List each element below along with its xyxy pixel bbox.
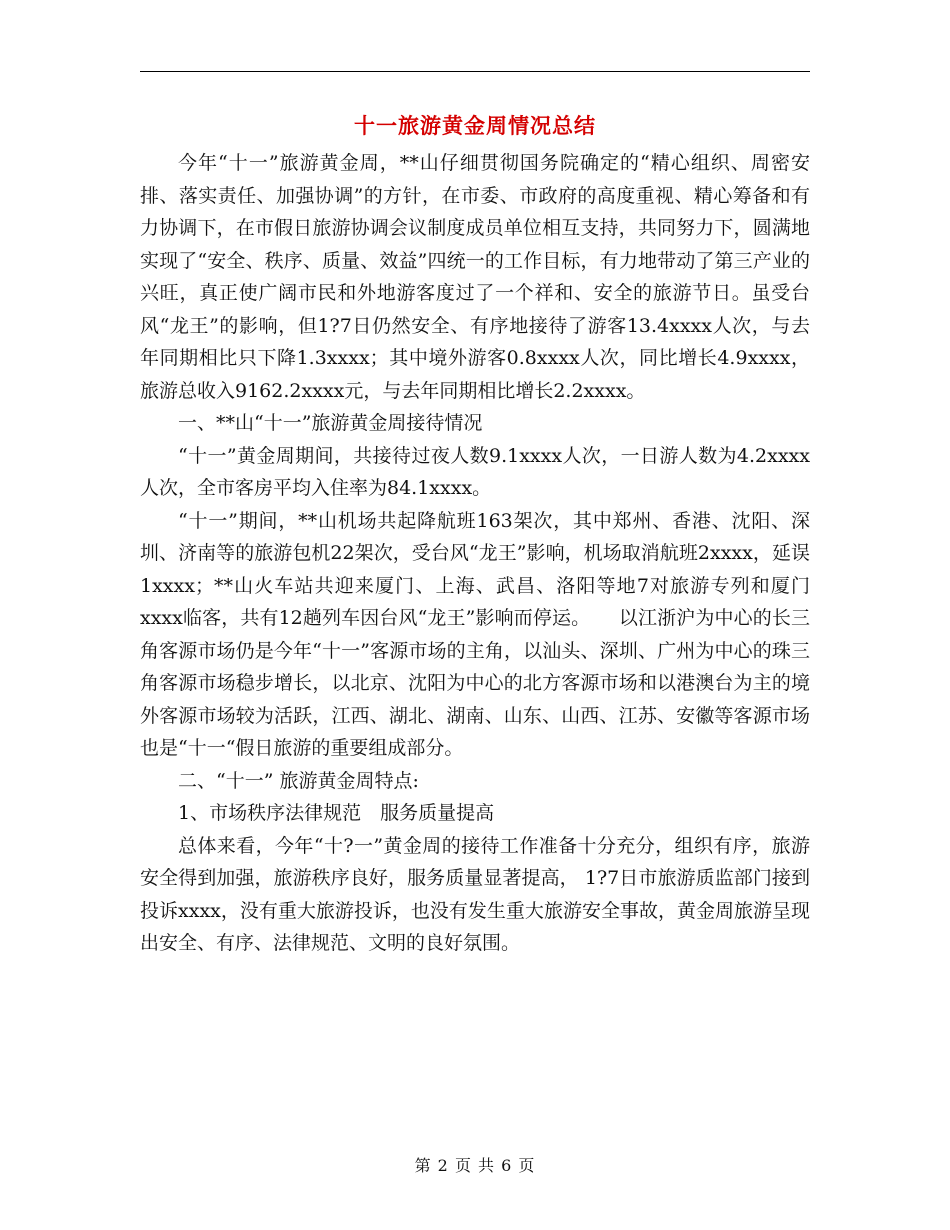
document-title: 十一旅游黄金周情况总结 [354,113,596,138]
header-rule [140,71,810,72]
paragraph-summary: 总体来看，今年“十?一”黄金周的接待工作准备十分充分，组织有序，旅游安全得到加强，旅游秩序良好，服务质量显著提高， 1?7日市旅游质监部门接到投诉xxxx，没有重大旅游投诉，也没有发生重大旅游安全事故，黄金周旅游呈现出安全、有序、法律规范、文明的良好氛围。 [140,834,810,954]
paragraph-reception: “十一”黄金周期间，共接待过夜人数9.1xxxx人次，一日游人数为4.2xxxx人次，全市客房平均入住率为84.1xxxx。 [140,444,810,499]
section-heading-1: 一、**山“十一”旅游黄金周接待情况 [178,412,483,434]
paragraph-intro: 今年“十一”旅游黄金周，**山仔细贯彻国务院确定的“精心组织、周密安排、落实责任、加强协调”的方针，在市委、市政府的高度重视、精心筹备和有力协调下，在市假日旅游协调会议制度成员单位相互支持，共同努力下，圆满地实现了“安全、秩序、质量、效益”四统一的工作目标，有力地带动了第三产业的兴旺，真正使广阔市民和外地游客度过了一个祥和、安全的旅游节日。虽受台风“龙王”的影响，但1?7日仍然安全、有序地接待了游客13.4xxxx人次，与去年同期相比只下降1.3xxxx；其中境外游客0.8xxxx人次，同比增长4.9xxxx，旅游总收入9162.2xxxx元，与去年同期相比增长2.2xxxx。 [140,152,810,402]
paragraph-transport-markets: “十一”期间，**山机场共起降航班163架次，其中郑州、香港、沈阳、深圳、济南等的旅游包机22架次，受台风“龙王”影响，机场取消航班2xxxx，延误1xxxx；**山火车站共迎来厦门、上海、武昌、洛阳等地7对旅游专列和厦门xxxx临客，共有12趟列车因台风“龙王”影响而停运。 以江浙沪为中心的长三角客源市场仍是今年“十一”客源市场的主角，以汕头、深圳、广州为中心的珠三角客源市场稳步增长，以北京、沈阳为中心的北方客源市场和以港澳台为主的境外客源市场较为活跃，江西、湖北、湖南、山东、山西、江苏、安徽等客源市场也是“十一“假日旅游的重要组成部分。 [140,509,810,759]
document-body [140,147,810,960]
section-heading-2: 二、“十一” 旅游黄金周特点: [178,769,419,792]
subheading-1: 1、市场秩序法律规范 服务质量提高 [178,802,495,824]
page-number-footer: 第 2 页 共 6 页 [414,1156,536,1175]
